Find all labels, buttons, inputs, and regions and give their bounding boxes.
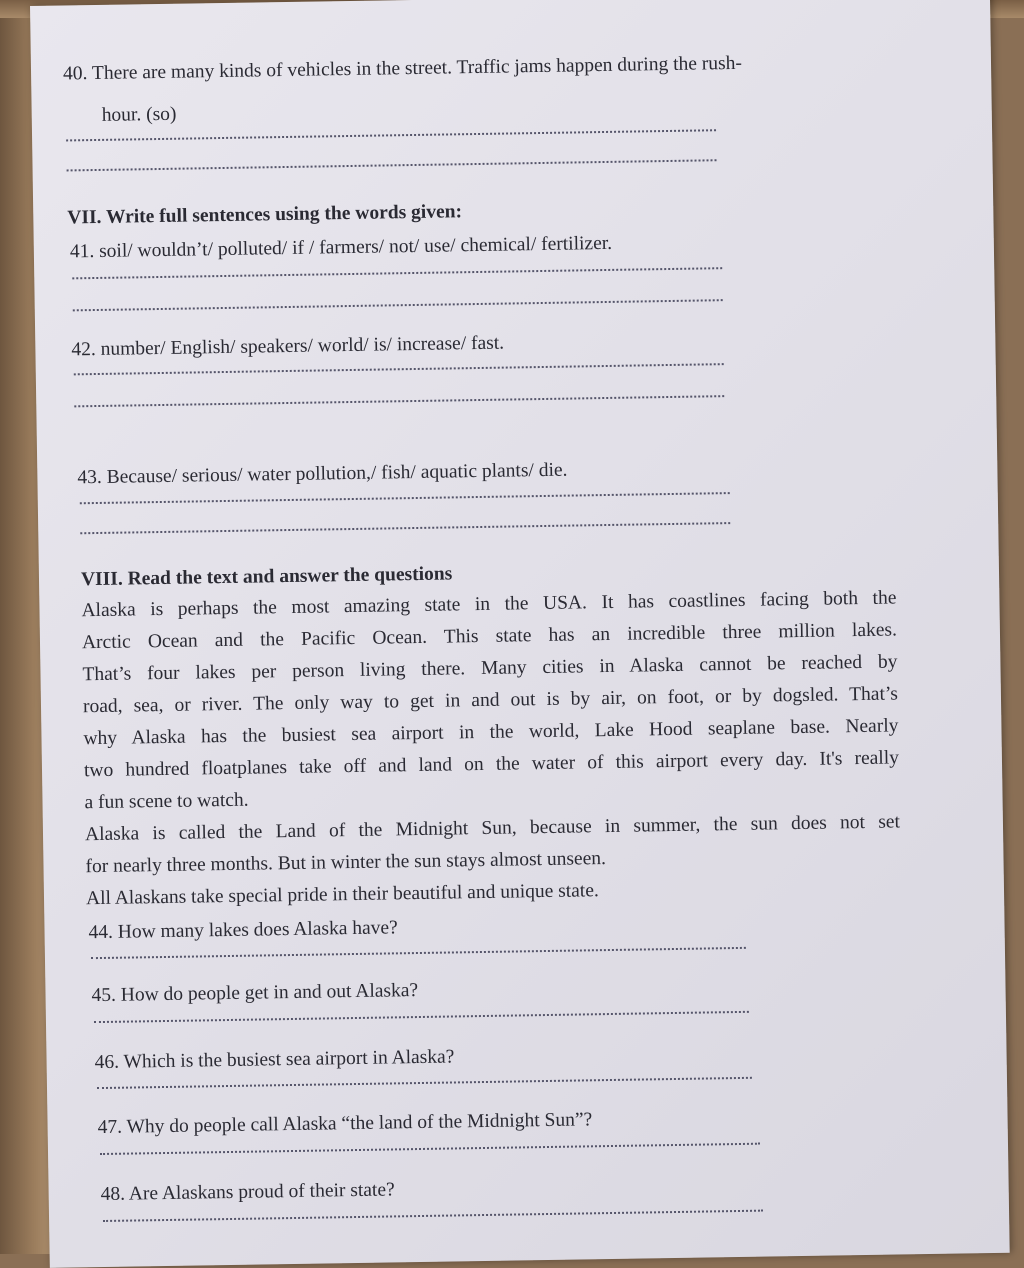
reading-text-line-9: for nearly three months. But in winter the sun stays almost unseen. <box>85 848 607 878</box>
answer-line-47[interactable] <box>100 1143 760 1155</box>
reading-text-line-2: Arctic Ocean and the Pacific Ocean. This state has an incredible three million lakes. <box>81 619 898 654</box>
reading-text-line-3: That’s four lakes per person living there. Many cities in Alaska cannot be reached by <box>82 651 898 686</box>
answer-line-41a[interactable] <box>72 267 722 279</box>
answer-line-45[interactable] <box>94 1011 749 1023</box>
question-42: 42. number/ English/ speakers/ world/ is/ increase/ fast. <box>71 332 505 361</box>
question-48: 48. Are Alaskans proud of their state? <box>100 1179 395 1206</box>
question-45: 45. How do people get in and out Alaska? <box>91 980 419 1007</box>
answer-line-40b[interactable] <box>67 159 717 171</box>
reading-text-line-5: why Alaska has the busiest sea airport in the world, Lake Hood seaplane base. Nearly <box>83 715 899 750</box>
reading-text-line-4: road, sea, or river. The only way to get in and out is by air, on foot, or by dogsled. That’s <box>82 683 899 718</box>
answer-line-42b[interactable] <box>74 395 724 407</box>
answer-line-40a[interactable] <box>66 129 716 141</box>
answer-line-46[interactable] <box>97 1077 752 1089</box>
answer-line-43b[interactable] <box>80 522 730 534</box>
question-43: 43. Because/ serious/ water pollution,/ fish/ aquatic plants/ die. <box>77 459 568 489</box>
question-40-line-1: 40. There are many kinds of vehicles in the street. Traffic jams happen during the rush- <box>62 52 743 85</box>
answer-line-48[interactable] <box>103 1210 763 1222</box>
question-47: 47. Why do people call Alaska “the land of the Midnight Sun”? <box>97 1109 593 1139</box>
answer-line-42a[interactable] <box>74 363 724 375</box>
reading-text-line-7: a fun scene to watch. <box>84 789 249 814</box>
reading-text-line-1: Alaska is perhaps the most amazing state in the USA. It has coastlines facing both the <box>81 587 897 622</box>
question-41: 41. soil/ wouldn’t/ polluted/ if / farmers/ not/ use/ chemical/ fertilizer. <box>69 232 613 263</box>
answer-line-44[interactable] <box>91 947 746 959</box>
answer-line-41b[interactable] <box>73 299 723 311</box>
question-44: 44. How many lakes does Alaska have? <box>88 917 398 944</box>
question-46: 46. Which is the busiest sea airport in Alaska? <box>94 1046 455 1074</box>
reading-text-line-6: two hundred floatplanes take off and land on the water of this airport every day. It's really <box>83 747 900 782</box>
worksheet-page <box>30 0 1010 1268</box>
section-7-heading: VII. Write full sentences using the words given: <box>67 201 463 229</box>
reading-text-line-8: Alaska is called the Land of the Midnight Sun, because in summer, the sun does not set <box>84 811 901 846</box>
reading-text-line-10: All Alaskans take special pride in their beautiful and unique state. <box>85 880 599 910</box>
answer-line-43a[interactable] <box>80 492 730 504</box>
question-40-line-2: hour. (so) <box>101 103 177 126</box>
section-8-heading: VIII. Read the text and answer the questions <box>80 563 453 591</box>
